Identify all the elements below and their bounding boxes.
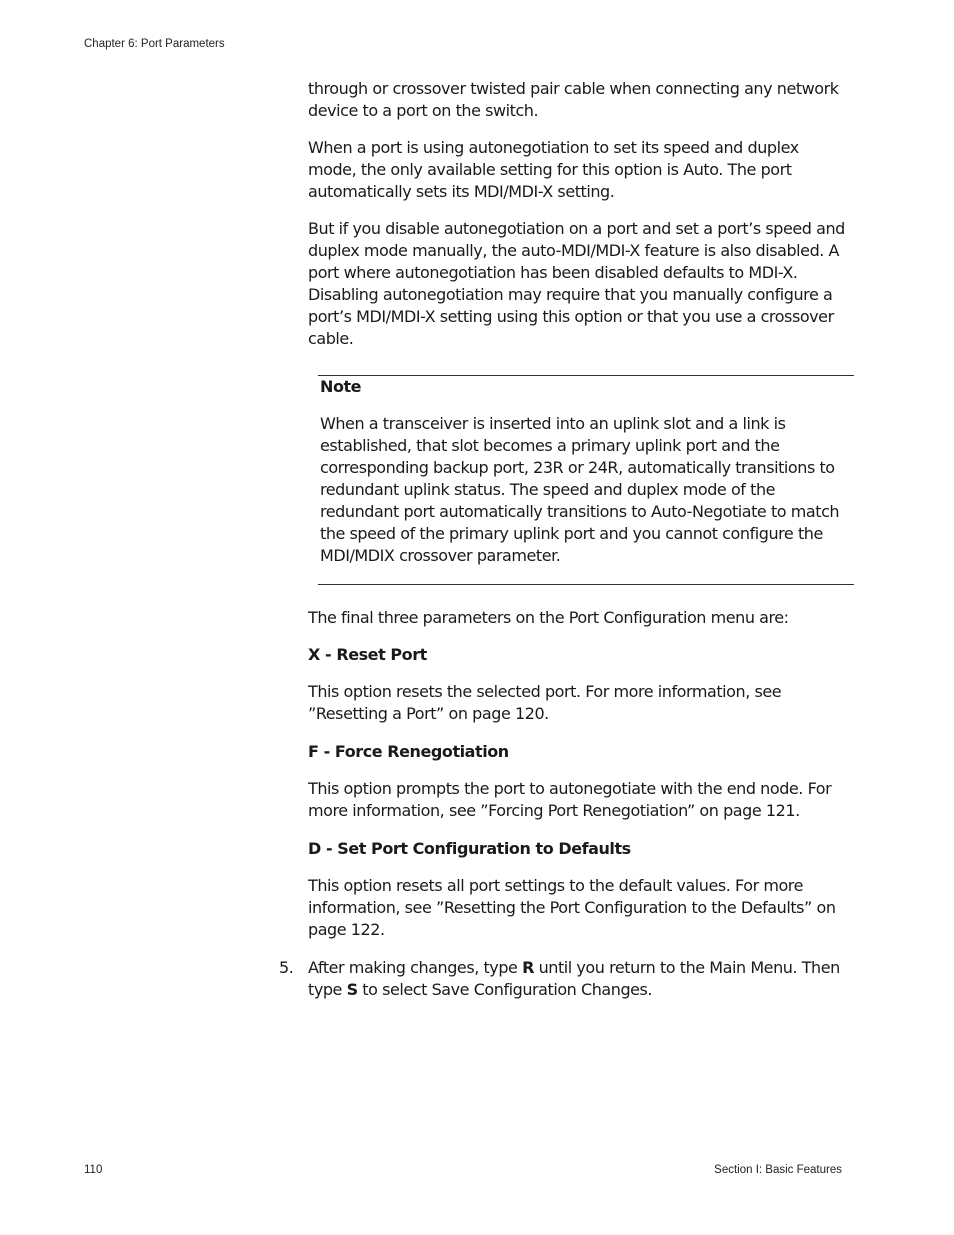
paragraph-final-params-intro: The final three parameters on the Port Configuration menu are:	[308, 608, 789, 627]
note-title: Note	[320, 377, 362, 396]
param-title: D - Set Port Configuration to Defaults	[308, 839, 631, 858]
param-set-defaults	[308, 838, 848, 941]
note-text: When a transceiver is inserted into an uplink slot and a link is established, that slot becomes a primary uplink port and the corresponding backup port, 23R or 24R, automatically transitions to redundant uplink status. The speed and duplex mode of the redundant port automatically transitions to Auto-Negotiate to match the speed of the primary uplink port and you cannot configure the MDI/MDIX crossover parameter.	[320, 414, 840, 565]
step-text-part2: until you return to the Main Menu. Then type	[308, 958, 840, 999]
paragraph-disable-autonegotiation: But if you disable autonegotiation on a port and set a port’s speed and duplex mode manually, the auto-MDI/MDI-X feature is also disabled. A port where autonegotiation has been disabled defaults to MDI-X. Disabling autonegotiation may require that you manually configure a port’s MDI/MDI-X setting using this option or that you use a crossover cable.	[308, 219, 845, 348]
note-box	[318, 375, 854, 585]
step-key-r: R	[522, 958, 534, 977]
paragraph-cable: through or crossover twisted pair cable when connecting any network device to a port on the switch.	[308, 79, 839, 120]
page-body	[279, 78, 848, 1001]
param-title: F - Force Renegotiation	[308, 742, 509, 761]
step-text-part1: After making changes, type	[308, 958, 523, 977]
step-number: 5.	[279, 958, 294, 977]
paragraph-autonegotiation: When a port is using autonegotiation to set its speed and duplex mode, the only available setting for this option is Auto. The port automatically sets its MDI/MDI-X setting.	[308, 138, 799, 201]
running-header-chapter: Chapter 6: Port Parameters	[84, 38, 225, 50]
page-number: 110	[84, 1164, 103, 1176]
step-5	[279, 957, 848, 1001]
footer-section: Section I: Basic Features	[714, 1164, 842, 1176]
param-description: This option prompts the port to autonegotiate with the end node. For more information, see ”Forcing Port Renegotiation” on page 121.	[308, 779, 832, 820]
param-force-renegotiation	[308, 741, 848, 822]
param-reset-port	[308, 644, 848, 725]
param-title: X - Reset Port	[308, 645, 427, 664]
step-key-s: S	[346, 980, 358, 999]
param-description: This option resets all port settings to the default values. For more information, see ”Resetting the Port Configuration to the Defaults” on page 122.	[308, 876, 836, 939]
step-text-part3: to select Save Configuration Changes.	[357, 980, 653, 999]
param-description: This option resets the selected port. For more information, see ”Resetting a Port” on page 120.	[308, 682, 782, 723]
